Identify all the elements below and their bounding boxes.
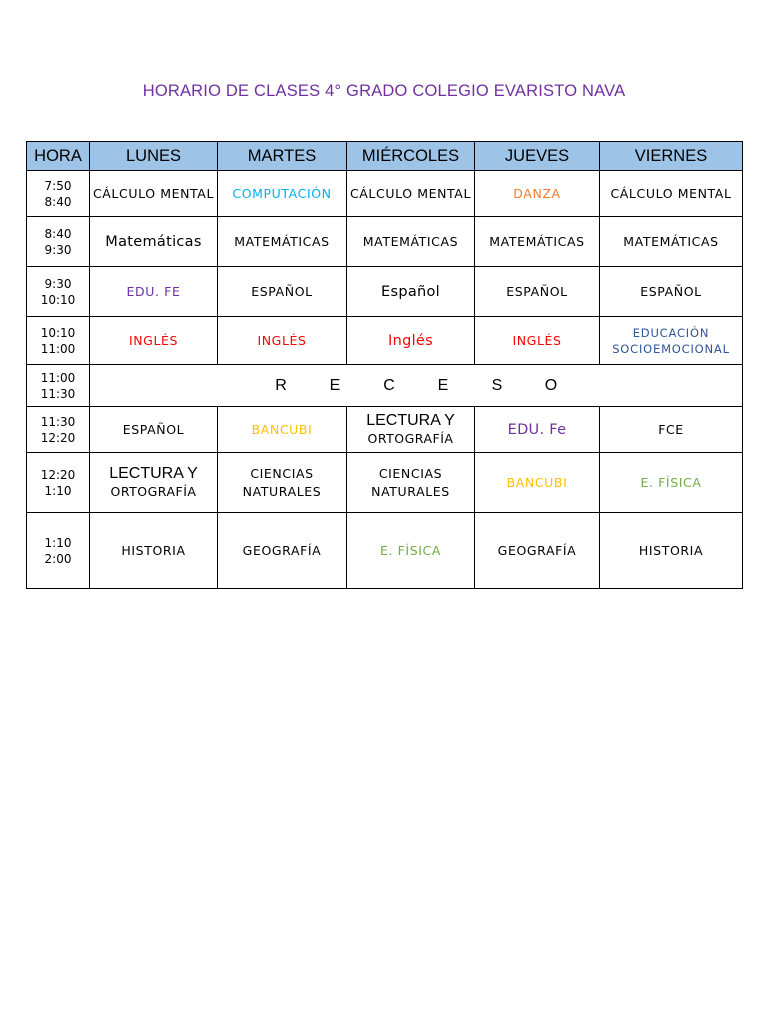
class-subject: INGLÉS (128, 332, 179, 348)
class-subject: CIENCIAS NATURALES (371, 465, 450, 499)
class-subject: Matemáticas (105, 233, 202, 250)
class-subject: Español (381, 283, 440, 300)
schedule-row (27, 171, 743, 217)
time-cell (27, 217, 90, 267)
time-start: 10:10 (40, 325, 76, 340)
schedule-row (27, 407, 743, 453)
class-subject (349, 412, 472, 448)
time-start: 7:50 (44, 178, 72, 193)
header-viernes: VIERNES (600, 142, 743, 171)
time-cell (27, 171, 90, 217)
time-end: 9:30 (44, 242, 72, 257)
class-cell-lunes (90, 171, 218, 217)
class-subject: MATEMÁTICAS (623, 233, 719, 249)
class-subject: HISTORIA (638, 542, 704, 558)
class-subject: CÁLCULO MENTAL (92, 185, 215, 201)
class-cell-jueves (475, 171, 600, 217)
class-subject: COMPUTACIÓN (232, 185, 332, 201)
receso-letter: C (383, 376, 395, 394)
class-subject: MATEMÁTICAS (362, 233, 459, 249)
class-cell-miercoles (347, 513, 475, 589)
class-cell-jueves (475, 513, 600, 589)
class-subject: GEOGRAFÍA (497, 542, 577, 558)
time-start: 9:30 (44, 276, 72, 291)
class-subject: Inglés (388, 332, 433, 349)
time-cell (27, 513, 90, 589)
class-subject-sub: ORTOGRAFÍA (367, 430, 454, 446)
class-subject: INGLÉS (512, 332, 562, 348)
class-cell-viernes (600, 407, 743, 453)
class-subject: DANZA (513, 185, 561, 201)
schedule-row (27, 217, 743, 267)
class-subject: ESPAÑOL (506, 283, 568, 299)
class-subject: FCE (658, 421, 684, 437)
class-subject: ESPAÑOL (122, 421, 185, 437)
time-end: 11:00 (40, 341, 76, 356)
receso-cell (90, 365, 743, 407)
class-cell-jueves (475, 453, 600, 513)
class-cell-jueves (475, 217, 600, 267)
class-cell-viernes (600, 513, 743, 589)
header-hora: HORA (27, 142, 90, 171)
time-end: 8:40 (44, 194, 72, 209)
class-cell-miercoles (347, 407, 475, 453)
time-end: 11:30 (40, 386, 76, 401)
time-start: 12:20 (40, 467, 76, 482)
schedule-row (27, 453, 743, 513)
time-cell (27, 407, 90, 453)
class-cell-lunes (90, 317, 218, 365)
receso-letter: R (275, 376, 287, 394)
time-start: 8:40 (44, 226, 72, 241)
class-subject-sub: ORTOGRAFÍA (110, 483, 197, 499)
time-cell (27, 317, 90, 365)
schedule-table (26, 141, 743, 589)
class-subject: MATEMÁTICAS (489, 233, 585, 249)
class-subject: EDU. FE (126, 283, 181, 299)
page-title: HORARIO DE CLASES 4° GRADO COLEGIO EVARISTO NAVA (142, 82, 626, 100)
class-subject: ESPAÑOL (251, 283, 313, 299)
time-cell (27, 267, 90, 317)
class-cell-viernes (600, 317, 743, 365)
class-cell-miercoles (347, 171, 475, 217)
class-cell-miercoles (347, 453, 475, 513)
schedule-row (27, 365, 743, 407)
class-subject: CÁLCULO MENTAL (610, 185, 732, 201)
class-cell-viernes (600, 267, 743, 317)
class-cell-lunes (90, 267, 218, 317)
receso-letter: E (437, 376, 449, 394)
schedule-row (27, 267, 743, 317)
time-end: 1:10 (44, 483, 72, 498)
schedule-row (27, 513, 743, 589)
class-subject: HISTORIA (121, 542, 186, 558)
class-subject: GEOGRAFÍA (242, 542, 322, 558)
class-subject: EDUCACIÓN SOCIOEMOCIONAL (612, 325, 730, 356)
time-start: 11:30 (40, 414, 76, 429)
schedule-body (27, 171, 743, 589)
class-subject: E. FÍSICA (640, 474, 702, 490)
class-cell-viernes (600, 171, 743, 217)
time-start: 11:00 (40, 370, 76, 385)
time-start: 1:10 (44, 535, 72, 550)
class-cell-jueves (475, 267, 600, 317)
class-cell-viernes (600, 217, 743, 267)
header-lunes: LUNES (90, 142, 218, 171)
receso-letter: E (329, 376, 341, 394)
time-end: 2:00 (44, 551, 72, 566)
class-cell-martes (218, 317, 347, 365)
class-subject: CÁLCULO MENTAL (349, 185, 472, 201)
class-cell-jueves (475, 407, 600, 453)
class-subject: BANCUBI (251, 421, 313, 437)
class-cell-viernes (600, 453, 743, 513)
time-cell (27, 453, 90, 513)
schedule-row (27, 317, 743, 365)
receso-letter: O (544, 376, 558, 394)
class-cell-lunes (90, 217, 218, 267)
class-subject: BANCUBI (506, 474, 568, 490)
class-subject: INGLÉS (257, 332, 307, 348)
class-cell-lunes (90, 407, 218, 453)
time-cell (27, 365, 90, 407)
class-cell-martes (218, 513, 347, 589)
class-subject (92, 465, 215, 501)
class-subject: ESPAÑOL (640, 283, 702, 299)
time-end: 12:20 (40, 430, 76, 445)
header-martes: MARTES (218, 142, 347, 171)
header-miercoles: MIÉRCOLES (347, 142, 475, 171)
class-subject: CIENCIAS NATURALES (242, 465, 322, 499)
receso-letter: S (491, 376, 503, 394)
class-cell-martes (218, 267, 347, 317)
class-cell-lunes (90, 513, 218, 589)
class-cell-miercoles (347, 217, 475, 267)
time-end: 10:10 (40, 292, 76, 307)
class-cell-jueves (475, 317, 600, 365)
class-subject-main: LECTURA Y (109, 464, 198, 482)
class-subject: MATEMÁTICAS (234, 233, 330, 249)
class-cell-martes (218, 217, 347, 267)
class-cell-lunes (90, 453, 218, 513)
class-cell-miercoles (347, 317, 475, 365)
header-jueves: JUEVES (475, 142, 600, 171)
class-cell-martes (218, 171, 347, 217)
class-subject: EDU. Fe (507, 421, 567, 438)
class-cell-miercoles (347, 267, 475, 317)
header-row (27, 142, 743, 171)
class-subject: E. FÍSICA (379, 542, 442, 558)
class-cell-martes (218, 453, 347, 513)
class-cell-martes (218, 407, 347, 453)
class-subject-main: LECTURA Y (366, 411, 455, 429)
